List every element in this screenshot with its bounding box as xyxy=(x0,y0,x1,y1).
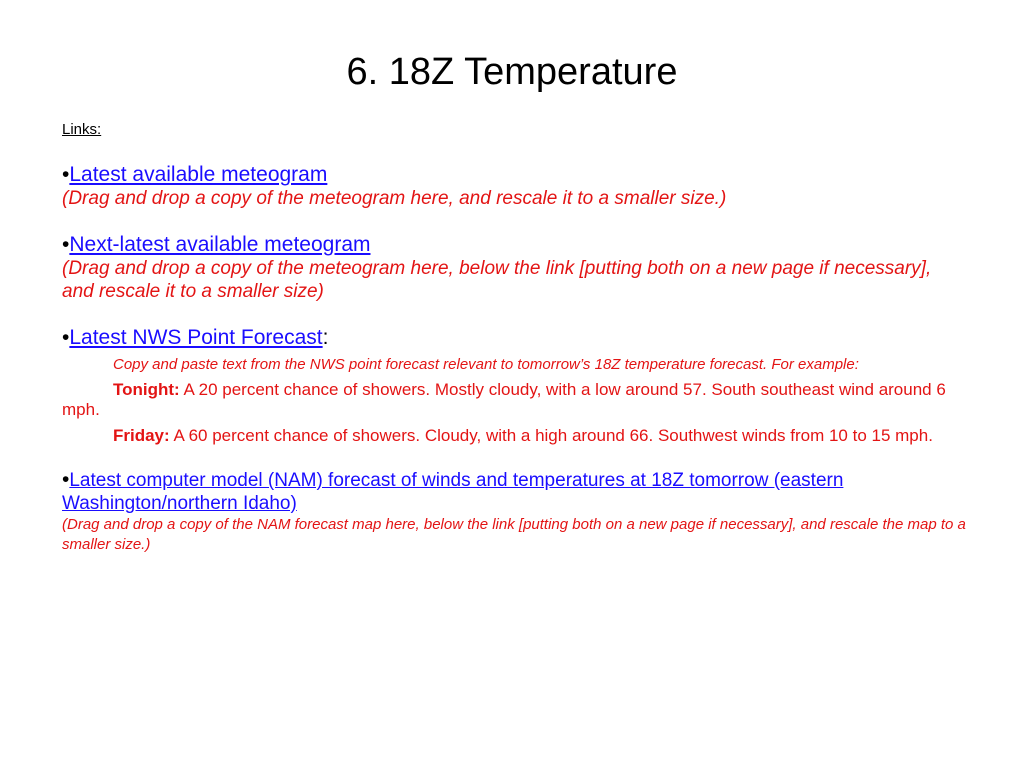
list-item-meteogram xyxy=(62,162,967,210)
slide-title: 6. 18Z Temperature xyxy=(346,51,678,93)
nws-instruction: Copy and paste text from the NWS point forecast relevant to tomorrow’s 18Z temperature forecast. For example: xyxy=(113,356,859,373)
slide-content xyxy=(62,120,967,577)
bullet-icon: • xyxy=(62,326,70,349)
bullet-icon: • xyxy=(62,468,70,491)
next-meteogram-instruction: (Drag and drop a copy of the meteogram here, below the link [putting both on a new page if necessary], and rescale it to a smaller size) xyxy=(62,258,932,302)
forecast-day-label: Tonight: xyxy=(113,380,180,399)
bullet-line xyxy=(62,232,967,257)
latest-meteogram-link[interactable]: Latest available meteogram xyxy=(69,163,328,186)
list-item-next-meteogram xyxy=(62,232,967,303)
forecast-friday xyxy=(62,426,967,446)
list-item-nam-forecast xyxy=(62,468,967,555)
bullet-line xyxy=(62,162,967,187)
bullet-line xyxy=(62,468,967,515)
bullet-line xyxy=(62,325,967,350)
next-latest-meteogram-link[interactable]: Next-latest available meteogram xyxy=(69,233,371,256)
forecast-day-label: Friday: xyxy=(113,426,170,445)
links-label: Links: xyxy=(62,121,102,138)
nws-point-forecast-link[interactable]: Latest NWS Point Forecast xyxy=(69,326,323,349)
nam-forecast-link[interactable]: Latest computer model (NAM) forecast of winds and temperatures at 18Z tomorrow (eastern Washington/northern Idaho) xyxy=(62,470,844,514)
meteogram-instruction: (Drag and drop a copy of the meteogram here, and rescale it to a smaller size.) xyxy=(62,188,727,209)
nam-instruction: (Drag and drop a copy of the NAM forecast map here, below the link [putting both on a new page if necessary], and rescale the map to a smaller size.) xyxy=(62,516,966,553)
forecast-tonight xyxy=(62,380,967,420)
bullet-icon: • xyxy=(62,163,70,186)
list-item-nws-forecast xyxy=(62,325,967,446)
forecast-text: A 20 percent chance of showers. Mostly cloudy, with a low around 57. South southeast wind around 6 mph. xyxy=(62,380,946,419)
forecast-text: A 60 percent chance of showers. Cloudy, with a high around 66. Southwest winds from 10 to 15 mph. xyxy=(169,426,933,445)
bullet-icon: • xyxy=(62,233,70,256)
link-suffix: : xyxy=(322,326,329,349)
